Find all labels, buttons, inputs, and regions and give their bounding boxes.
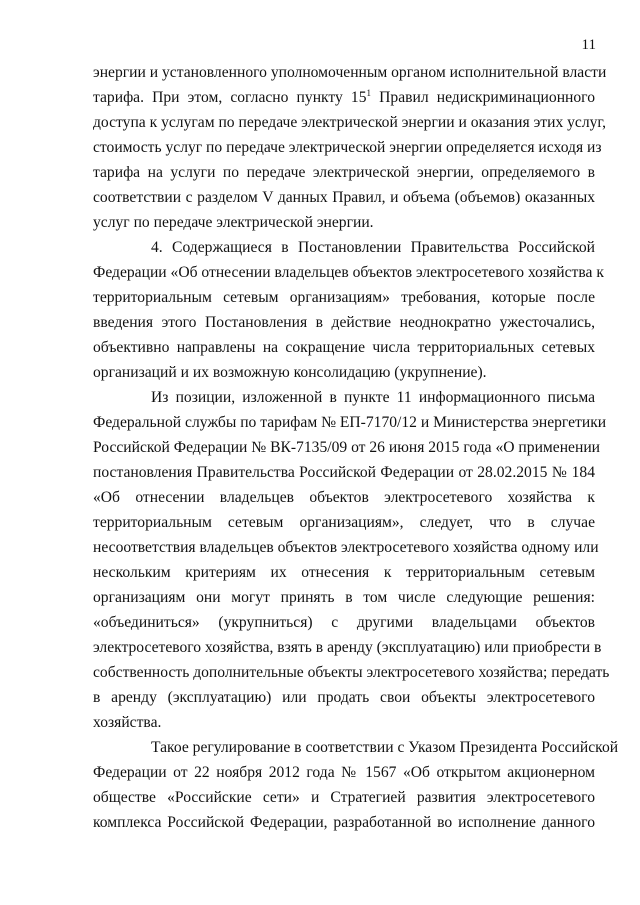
text-line [93,410,607,435]
text-line-content: несоответствия владельцев объектов электросетевого хозяйства одному или [93,539,599,556]
text-line-content: территориальным сетевым организациям» требования, которые после [93,289,595,306]
text-line [93,210,595,235]
text-line-content: Такое регулирование в соответствии с Указом Президента Российской [151,739,619,756]
text-line-content: введения этого Постановления в действие неоднократно ужесточались, [93,314,595,331]
page-number: 11 [581,37,596,53]
text-line [93,435,601,460]
text-line-content: «объединиться» (укрупниться) с другими владельцами объектов [93,614,595,631]
text-line [93,810,595,835]
text-line-content: «Об отнесении владельцев объектов электросетевого хозяйства к [93,489,595,506]
text-line-content: Российской Федерации № ВК-7135/09 от 26 июня 2015 года «О применении [93,439,601,456]
text-line [93,785,595,810]
text-line [93,360,595,385]
text-line [93,585,595,610]
text-line [93,635,602,660]
text-line-content: Федеральной службы по тарифам № ЕП-7170/12 и Министерства энергетики [93,414,607,431]
text-line [93,385,595,410]
text-line [93,460,595,485]
text-line-tail: Правил недискриминационного [371,89,595,106]
text-line [93,185,595,210]
footnote-superscript: 1 [366,87,372,98]
text-line [93,310,595,335]
text-line [93,110,606,135]
text-line [93,85,595,110]
text-line-content: стоимость услуг по передаче электрической энергии определяется исходя из [93,139,602,156]
text-line-content: услуг по передаче электрической энергии. [93,214,374,231]
text-line-content: 4. Содержащиеся в Постановлении Правительства Российской [151,239,595,256]
text-line-content: доступа к услугам по передаче электрической энергии и оказания этих услуг, [93,114,606,131]
text-line-content: энергии и установленного уполномоченным органом исполнительной власти [93,64,607,81]
text-line-content: комплекса Российской Федерации, разработанной во исполнение данного [93,814,595,831]
text-line-content: электросетевого хозяйства, взять в аренду (эксплуатацию) или приобрести в [93,639,602,656]
text-line-content: Федерации «Об отнесении владельцев объектов электросетевого хозяйства к [93,264,604,281]
text-line-content: постановления Правительства Российской Федерации от 28.02.2015 № 184 [93,464,595,481]
text-line [93,685,595,710]
text-line [93,760,595,785]
text-line-content: нескольким критериям их отнесения к территориальным сетевым [93,564,595,581]
document-body [93,60,619,835]
text-line-content: хозяйства. [93,714,162,731]
text-line-content: в аренду (эксплуатацию) или продать свои объекты электросетевого [93,689,595,706]
text-line [93,135,602,160]
text-line-content: обществе «Российские сети» и Стратегией развития электросетевого [93,789,595,806]
text-line [93,735,619,760]
text-line [93,335,595,360]
text-line-content: тарифа на услуги по передаче электрической энергии, определяемого в [93,164,595,181]
text-line-content: тарифа. При этом, согласно пункту 15 [93,89,367,106]
text-line [93,660,610,685]
text-line [93,510,595,535]
text-line [93,535,599,560]
text-line [93,560,595,585]
text-line [93,710,595,735]
text-line [93,285,595,310]
text-line-content: Федерации от 22 ноября 2012 года № 1567 «Об открытом акционерном [93,764,595,781]
text-line [93,260,604,285]
text-line-content: Из позиции, изложенной в пункте 11 информационного письма [151,389,595,406]
text-line [93,485,595,510]
text-line-content: объективно направлены на сокращение числа территориальных сетевых [93,339,595,356]
text-line-content: собственность дополнительные объекты электросетевого хозяйства; передать [93,664,610,681]
text-line [93,235,595,260]
text-line [93,60,607,85]
text-line [93,160,595,185]
text-line-content: организаций и их возможную консолидацию (укрупнение). [93,364,487,381]
text-line-content: соответствии с разделом V данных Правил, и объема (объемов) оказанных [93,189,595,206]
text-line [93,610,595,635]
text-line-content: территориальным сетевым организациям», следует, что в случае [93,514,595,531]
text-line-content: организациям они могут принять в том числе следующие решения: [93,589,595,606]
